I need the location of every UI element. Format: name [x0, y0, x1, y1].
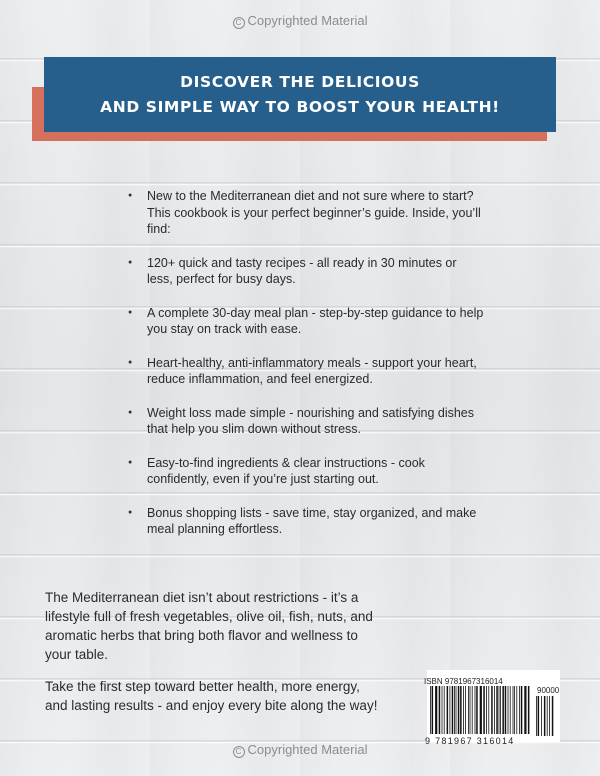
feature-item: ● Easy-to-find ingredients & clear instructions - cook confidently, even if you’re just starting out.: [125, 455, 485, 488]
isbn-label: ISBN 9781967316014: [424, 677, 503, 686]
copyright-watermark-bottom: [0, 742, 600, 758]
copyright-icon: C: [233, 17, 245, 29]
watermark-text: Copyrighted Material: [247, 742, 368, 757]
feature-item: ● A complete 30-day meal plan - step-by-step guidance to help you stay on track with ease.: [125, 305, 485, 338]
headline-line-2: AND SIMPLE WAY TO BOOST YOUR HEALTH!: [100, 97, 500, 116]
watermark-text: Copyrighted Material: [247, 13, 368, 28]
feature-item: ● Weight loss made simple - nourishing and satisfying dishes that help you slim down without stress.: [125, 405, 485, 438]
isbn-digits: 9 781967 316014: [425, 736, 515, 746]
copyright-icon: C: [233, 746, 245, 758]
feature-item: ● 120+ quick and tasty recipes - all ready in 30 minutes or less, perfect for busy days.: [125, 255, 485, 288]
description-paragraph: The Mediterranean diet isn’t about restrictions - it’s a lifestyle full of fresh vegetables, olive oil, fish, nuts, and aromatic herbs that bring both flavor and wellness to your table.: [45, 590, 373, 662]
call-to-action-paragraph: Take the first step toward better health, more energy, and lasting results - and enjoy every bite along the way!: [45, 679, 378, 713]
feature-item: ● New to the Mediterranean diet and not sure where to start? This cookbook is your perfect beginner’s guide. Inside, you’ll find:: [125, 188, 485, 238]
price-code: 90000: [537, 686, 560, 695]
headline-line-1: DISCOVER THE DELICIOUS: [180, 72, 420, 91]
feature-item: ● Heart-healthy, anti-inflammatory meals - support your heart, reduce inflammation, and feel energized.: [125, 355, 485, 388]
feature-item: ● Bonus shopping lists - save time, stay organized, and make meal planning effortless.: [125, 505, 485, 538]
